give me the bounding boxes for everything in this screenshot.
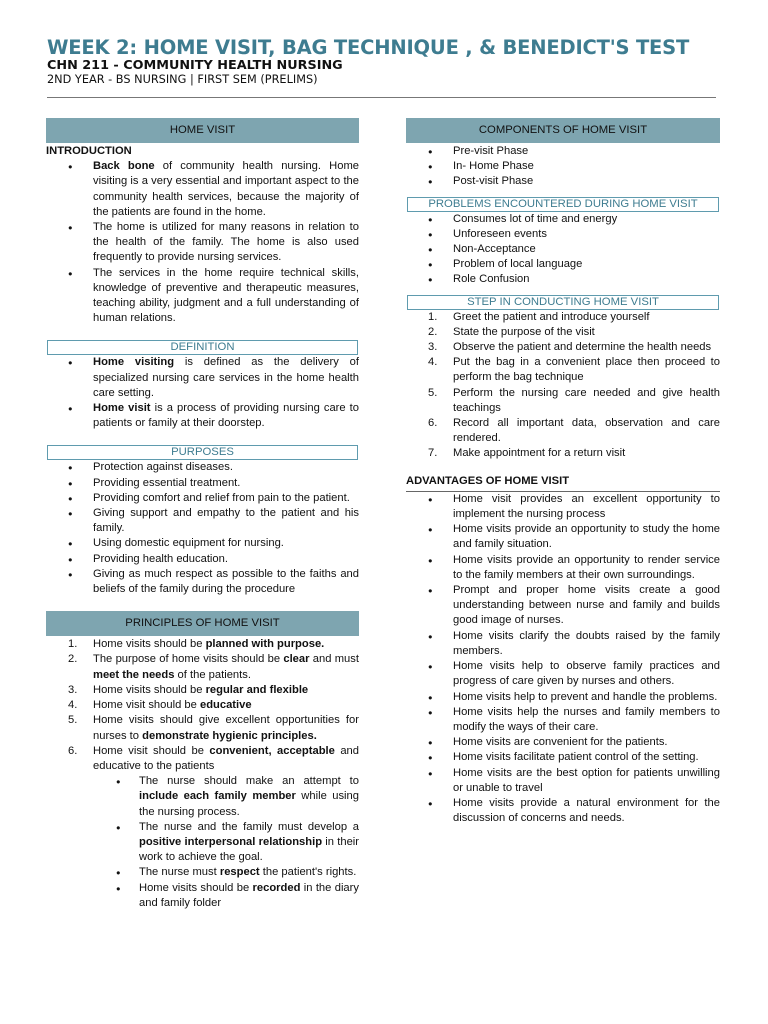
list-item: ● Post-visit Phase [406,174,720,189]
list-item: 2. The purpose of home visits should be clear and must meet the needs of the patients. [68,653,359,681]
introduction-list [46,159,359,326]
principles-list [46,637,359,911]
list-item: 4. Home visit should be educative [68,699,252,712]
list-item: ● Home visits provide an opportunity to study the home and family situation. [406,522,720,552]
list-item: ● Prompt and proper home visits create a good understanding between nurse and family and builds good image of nurses. [406,583,720,629]
principles-sublist [93,774,359,911]
list-item: ● Providing comfort and relief from pain to the patient. [46,491,359,506]
list-item: 5. Home visits should give excellent opportunities for nurses to demonstrate hygienic principles. [68,714,359,742]
list-item: 5. Perform the nursing care needed and give health teachings [428,386,720,414]
list-item: ● Using domestic equipment for nursing. [46,536,359,551]
list-item: ● Home visits are the best option for patients unwilling or unable to travel [406,766,720,796]
list-item: ● Non-Acceptance [406,242,720,257]
list-item: 1. Home visits should be planned with purpose. [68,638,325,651]
list-item: ● Protection against diseases. [46,460,359,475]
list-item: ● Home visits help to observe family practices and progress of care given by nurses and others. [406,659,720,689]
problems-heading: PROBLEMS ENCOUNTERED DURING HOME VISIT [407,197,719,212]
right-column [406,118,720,826]
list-item: ● Pre-visit Phase [406,144,720,159]
list-item: ● Home visit provides an excellent opportunity to implement the nursing process [406,492,720,522]
list-item: ● Providing health education. [46,552,359,567]
list-item: ● The home is utilized for many reasons in relation to the health of the family. The home is also used frequently to provide nursing services. [46,220,359,266]
purposes-list [46,460,359,597]
list-item: 3. Observe the patient and determine the health needs [428,341,712,354]
definition-list [46,355,359,431]
list-item: 1. Greet the patient and introduce yourself [428,310,650,323]
list-item: ● The nurse and the family must develop a positive interpersonal relationship in their work to achieve the goal. [93,820,359,866]
header-divider [47,97,716,98]
list-item: ● Home visits should be recorded in the diary and family folder [93,881,359,911]
page-title: WEEK 2: HOME VISIT, BAG TECHNIQUE , & BENEDICT'S TEST [47,36,690,59]
list-item: ● Home visiting is defined as the delivery of specialized nursing care services in the home health care setting. [46,355,359,401]
list-item: ● The services in the home require technical skills, knowledge of preventive and therapeutic measures, teaching ability, judgment and a full understanding of human relations. [46,266,359,327]
list-item: ● Problem of local language [406,257,720,272]
list-item: ● Unforeseen events [406,227,720,242]
section-heading-components: COMPONENTS OF HOME VISIT [406,118,720,143]
list-item: ● The nurse should make an attempt to include each family member while using the nursing process. [93,774,359,820]
list-item: 6. Record all important data, observation and care rendered. [428,417,720,445]
course-subtitle: 2ND YEAR - BS NURSING | FIRST SEM (PRELIMS) [47,73,318,86]
list-item: ● Home visits help the nurses and family members to modify the ways of their care. [406,705,720,735]
steps-list [406,310,720,462]
definition-heading: DEFINITION [47,340,358,355]
list-item: ● Home visits provide a natural environment for the discussion of concerns and needs. [406,796,720,826]
introduction-heading: INTRODUCTION [46,145,132,157]
problems-list [406,212,720,288]
list-item: ● Home visits facilitate patient control of the setting. [406,750,720,765]
steps-heading: STEP IN CONDUCTING HOME VISIT [407,295,719,310]
advantages-heading: ADVANTAGES OF HOME VISIT [406,474,720,492]
list-item: ● Giving as much respect as possible to the faiths and beliefs of the family during the procedure [46,567,359,597]
purposes-heading: PURPOSES [47,445,358,460]
list-item: ● The nurse must respect the patient's rights. [93,865,359,880]
list-item: 3. Home visits should be regular and flexible [68,683,309,696]
list-item: ● Home visits provide an opportunity to render service to the family members at their own surroundings. [406,553,720,583]
list-item: 4. Put the bag in a convenient place then proceed to perform the bag technique [428,356,720,384]
list-item: ● Role Confusion [406,272,720,287]
list-item: 6. Home visit should be convenient, acceptable and educative to the patients ● The nurse should make an attempt to include each family member while using the nursing process. ● The nurse and the family must develop a positive interpersonal relationship in their work to achieve the goal. ● The nurse must respect the patient's rights. ● Home visits should be recorded in the diary and family folder [46,744,359,911]
course-title: CHN 211 - COMMUNITY HEALTH NURSING [47,58,343,73]
list-item: ● Back bone of community health nursing. Home visiting is a very essential and important aspect to the community health services, because the majority of the patients are found in the home. [46,159,359,220]
list-item: 2. State the purpose of the visit [428,325,595,338]
list-item: ● Giving support and empathy to the patient and his family. [46,506,359,536]
list-item: ● Consumes lot of time and energy [406,212,720,227]
list-item: ● Home visits help to prevent and handle the problems. [406,690,720,705]
list-item: ● Home visits are convenient for the patients. [406,735,720,750]
list-item: ● Home visits clarify the doubts raised by the family members. [406,629,720,659]
section-heading-principles: PRINCIPLES OF HOME VISIT [46,611,359,636]
components-list [406,144,720,190]
advantages-list [406,492,720,826]
list-item: ● Home visit is a process of providing nursing care to patients or family at their doorstep. [46,401,359,431]
section-heading-home-visit: HOME VISIT [46,118,359,143]
left-column [46,118,359,911]
list-item: ● Providing essential treatment. [46,476,359,491]
list-item: 7. Make appointment for a return visit [428,447,626,460]
list-item: ● In- Home Phase [406,159,720,174]
